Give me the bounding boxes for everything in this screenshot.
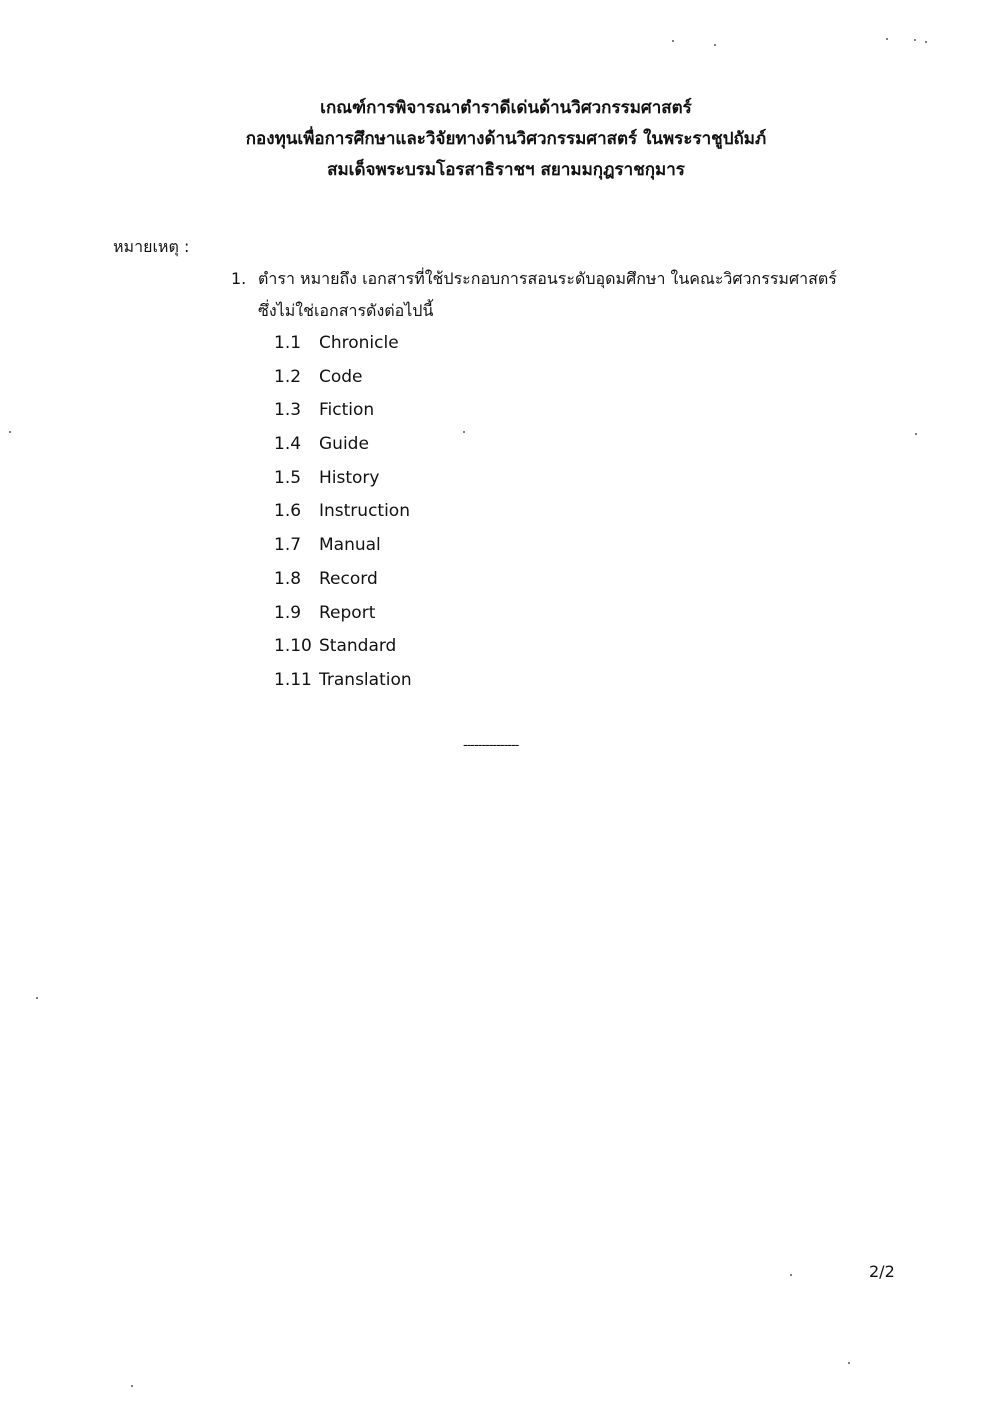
- list-item-number: 1.10: [274, 636, 312, 657]
- page-number: 2/2: [869, 1262, 895, 1281]
- scan-speck: [131, 1385, 133, 1387]
- list-item-number: 1.2: [274, 366, 302, 387]
- list-item: [274, 495, 412, 529]
- list-item-number: 1.5: [274, 467, 302, 488]
- list-item: [274, 529, 412, 563]
- list-item: [274, 361, 412, 395]
- document-title: [0, 93, 1000, 186]
- list-item-number: 1.11: [274, 669, 312, 690]
- note-item-1: [231, 263, 871, 327]
- scan-speck: [925, 41, 927, 43]
- list-item-label: Fiction: [319, 400, 375, 421]
- list-item-number: 1.6: [274, 501, 302, 522]
- list-item: [274, 327, 412, 361]
- title-line-3: สมเด็จพระบรมโอรสาธิราชฯ สยามมกุฎราชกุมาร: [327, 160, 685, 180]
- list-item: [274, 664, 412, 698]
- list-item: [274, 597, 412, 631]
- scan-speck: [9, 431, 11, 433]
- list-item-number: 1.4: [274, 434, 302, 455]
- list-item-label: Instruction: [319, 501, 410, 522]
- scan-speck: [672, 40, 674, 42]
- scan-speck: [886, 38, 888, 40]
- scan-speck: [714, 44, 716, 46]
- excluded-document-list: [274, 327, 412, 698]
- list-item: [274, 394, 412, 428]
- list-item: [274, 462, 412, 496]
- list-item-label: Report: [319, 602, 376, 623]
- note-label: หมายเหตุ :: [113, 237, 190, 256]
- scan-speck: [914, 39, 916, 41]
- list-item-label: Guide: [319, 434, 369, 455]
- title-line-2: กองทุนเพื่อการศึกษาและวิจัยทางด้านวิศวกรรมศาสตร์ ในพระราชูปถัมภ์: [245, 129, 767, 149]
- list-item-label: Code: [319, 366, 363, 387]
- list-item: [274, 428, 412, 462]
- scan-speck: [790, 1274, 792, 1276]
- scan-speck: [463, 431, 465, 433]
- list-item-label: Standard: [319, 636, 397, 657]
- list-item: [274, 563, 412, 597]
- scan-speck: [36, 997, 38, 999]
- list-item-number: 1.9: [274, 602, 302, 623]
- list-item-label: Record: [319, 568, 378, 589]
- list-item-label: Chronicle: [319, 333, 399, 353]
- list-item-number: 1.7: [274, 535, 302, 556]
- list-item-label: Manual: [319, 535, 381, 556]
- scan-speck: [848, 1362, 850, 1364]
- list-item: [274, 630, 412, 664]
- list-item-number: 1.1: [274, 333, 302, 353]
- list-item-number: 1.3: [274, 400, 302, 421]
- list-item-label: History: [319, 467, 380, 488]
- scan-speck: [915, 433, 917, 435]
- list-item-label: Translation: [319, 669, 412, 690]
- note-item-text-line-1: ตำรา หมายถึง เอกสารที่ใช้ประกอบการสอนระดับอุดมศึกษา ในคณะวิศวกรรมศาสตร์: [258, 269, 837, 288]
- note-item-text-line-2: ซึ่งไม่ใช่เอกสารดังต่อไปนี้: [258, 301, 434, 320]
- note-item-number: 1.: [231, 269, 247, 288]
- title-line-1: เกณฑ์การพิจารณาตำราดีเด่นด้านวิศวกรรมศาสตร์: [320, 98, 692, 118]
- section-divider: ---------------: [463, 738, 519, 753]
- list-item-number: 1.8: [274, 568, 302, 589]
